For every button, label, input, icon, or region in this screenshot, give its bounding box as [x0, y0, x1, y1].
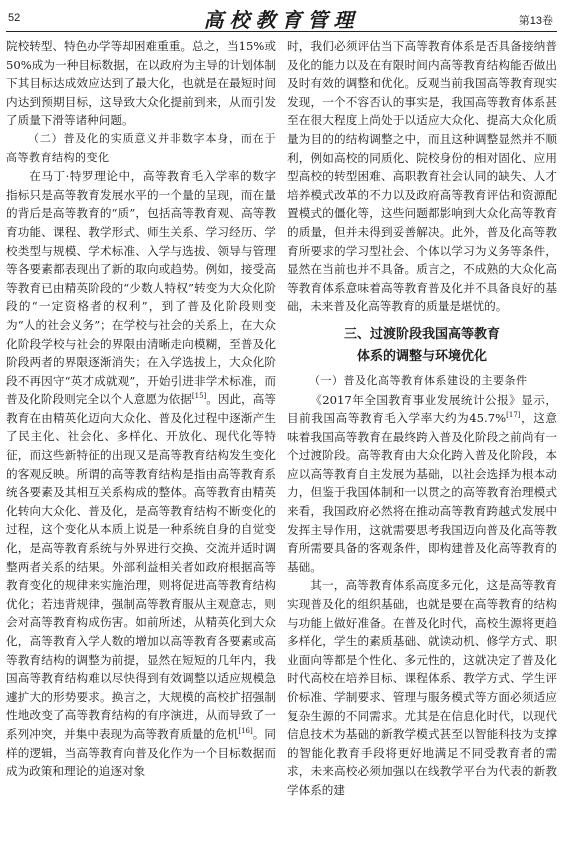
left-column: [6, 37, 276, 863]
page-header: [0, 0, 563, 34]
paragraph: 院校转型、特色办学等却困难重重。总之，当15%或50%成为一种目标数据，在以政府为主导的计划体制下其目标达成效应达到了最大化，也就是在最短时间内达到预期目标，这导致大众化提前到来，从而引发了质量下滑等诸种问题。: [6, 39, 276, 128]
paragraph: [287, 391, 557, 577]
volume-label: 第13卷: [518, 15, 553, 27]
section-title-line: 三、过渡阶段我国高等教育: [343, 326, 500, 342]
citation-ref: [17]: [506, 411, 521, 420]
page-number: 52: [8, 12, 21, 24]
citation-ref: [16]: [238, 727, 253, 736]
section-title: [287, 324, 557, 368]
paragraph: [6, 167, 276, 781]
section-title-line: 体系的调整与环境优化: [356, 348, 487, 364]
paragraph: 时，我们必须评估当下高等教育体系是否具备接纳普及化的能力以及在有限时间内高等教育结构能否做出及时有效的调整和优化。反观当前我国高等教育现实发现，一个不容否认的事实是，我国高等教育体系甚至在很大程度上尚处于以适应大众化、提高大众化质量为目的的结构调整之中，而且这种调整显然并不顺利，例如高校的同质化、院校身份的相对固化、应用型高校的转型困难、高职教育社会认同的缺失、人才培养模式改革的不力以及政府高等教育评估和资源配置模式的僵化等，这些问题都影响到大众化高等教育的质量，但并未得到妥善解决。此外，普及化高等教育所要求的学习型社会、个体以学习为义务等条件，显然在当前也并不具备。质言之，不成熟的大众化高等教育体系意味着高等教育普及化并不具备良好的基础，未来普及化高等教育的质量是堪忧的。: [287, 39, 557, 314]
paragraph-text: 《2017年全国教育事业发展统计公报》显示，目前我国高等教育毛入学率大约为45.7%: [287, 392, 557, 426]
journal-title: 高校教育管理: [203, 8, 360, 32]
right-column: [287, 37, 557, 863]
paragraph-text: 在马丁·特罗理论中，高等教育毛入学率的数字指标只是高等教育发展水平的一个量的呈现，而在量的背后是高等教育的“质”，包括高等教育观、高等教育功能、课程、教学形式、师生关系、学习经历、学校类型与规模、学术标准、入学与选拔、领导与管理等各要素都表现出了新的取向或趋势。例如，接受高等教育已由精英阶段的“少数人特权”转变为大众化阶段的“一定资格者的权利”，到了普及化阶段则变为“人的社会义务”；在学校与社会的关系上，在大众化阶段学校与社会的界限由清晰走向模糊，至普及化阶段两者的界限逐渐消失；在入学选拔上，大众化阶段不再因守“英才成就观”，开始引进非学术标准，而普及化阶段则完全以个人意愿为依据: [6, 169, 276, 407]
header-rule: [6, 31, 557, 32]
citation-ref: [15]: [191, 392, 207, 401]
subsection-heading: （二）普及化的实质意义并非数字本身，而在于高等教育结构的变化: [6, 131, 276, 164]
paragraph-text: 。因此，高等教育在由精英化迈向大众化、普及化过程中逐渐产生了民主化、社会化、多样化、开放化、现代化等特征，而这些新特征的出现又是高等教育结构发生变化的客观反映。所谓的高等教育结构是指由高等教育系统各要素及其相互关系构成的整体。高等教育由精英化转向大众化、普及化，是高等教育结构不断变化的过程，这个变化从本质上说是一种系统自身的自觉变化，是高等教育系统与外界进行交换、交流并适时调整两者关系的结果。外部利益相关者如政府根据高等教育变化的规律来实施治理，则将促进高等教育结构优化；若违背规律，强制高等教育服从主观意志，则会对高等教育构成伤害。如前所述，从精英化到大众化，高等教育入学人数的增加以高等教育各要素或高等教育结构的调整为前提，显然在短短的几年内，我国高等教育结构难以尽快得到有效调整以适应规模急遽扩大的形势要求。换言之，大规模的高校扩招强制性地改变了高等教育结构的有序演进，从而导致了一系列冲突，并集中表现为高等教育质量的危机: [6, 392, 276, 741]
paragraph: 其一，高等教育体系高度多元化，这是高等教育实现普及化的组织基础，也就是要在高等教育的结构与功能上做好准备。在普及化时代，高校生源将更趋多样化，学生的素质基础、就读动机、修学方式、职业面向等都是个性化、多元性的，这就决定了普及化时代高校在培养目标、课程体系、教学方式、学生评价标准、学制要求、管理与服务模式等方面必须适应复杂生源的不同需求。尤其是在信息化时代，以现代信息技术为基础的新教学模式甚至以智能科技为支撑的智能化教育手段将更好地满足不同受教育者的需求，未来高校必须加强以在线教学平台为代表的新教学体系的建: [287, 578, 557, 797]
paragraph-text: 。同样的逻辑，当高等教育向普及化作为一个目标数据而成为政策和理论的追逐对象: [6, 726, 276, 779]
subsection-heading: （一）普及化高等教育体系建设的主要条件: [309, 373, 528, 387]
paragraph-text: ，这意味着我国高等教育在最终跨入普及化阶段之前尚有一个过渡阶段。高等教育由大众化跨入普及化阶段，本应以高等教育自主发展为基础，以社会选择为根本动力，但鉴于我国体制和一以贯之的高等教育治理模式来看，我国政府必然将在推动高等教育跨越式发展中发挥主导作用，这就需要思考我国迈向普及化高等教育所需要具备的客观条件，即构建普及化高等教育的基础。: [287, 411, 557, 574]
